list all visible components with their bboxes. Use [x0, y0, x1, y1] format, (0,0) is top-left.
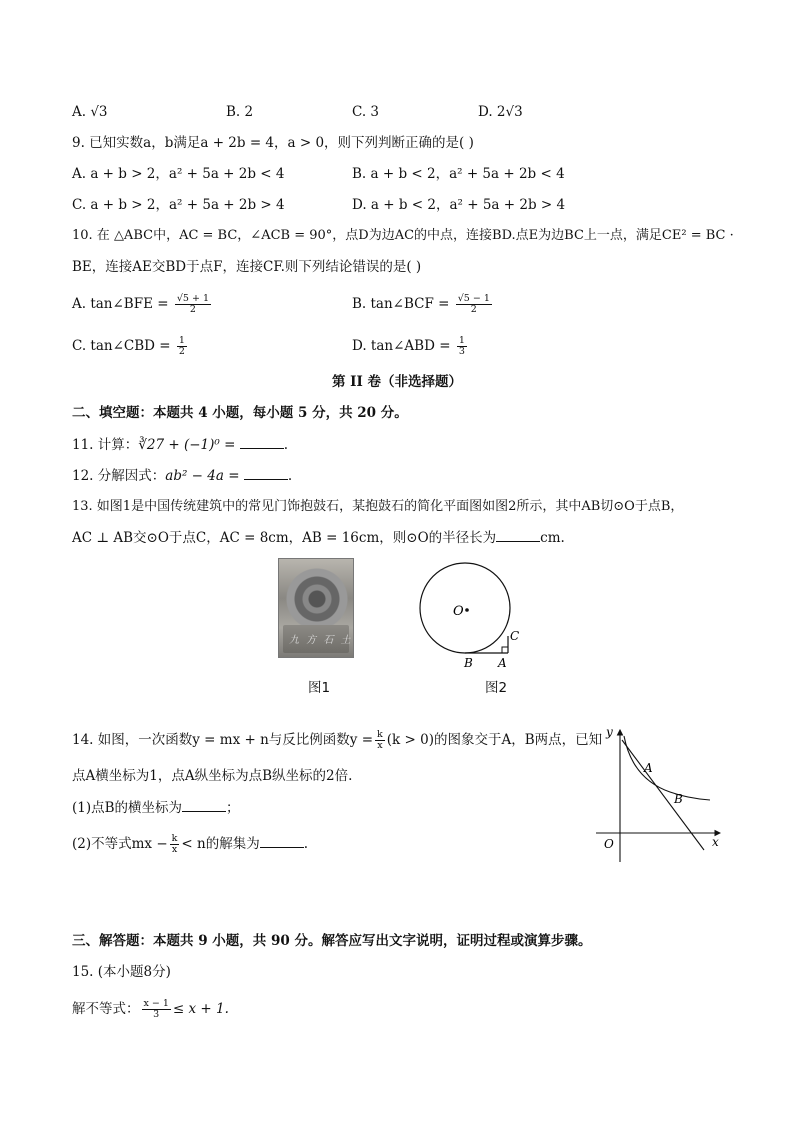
- q13-answer-blank[interactable]: [496, 529, 540, 542]
- q10-option-c-label: C. tan∠CBD =: [72, 338, 171, 354]
- graph-label-a: A: [644, 761, 653, 775]
- q12-answer-blank[interactable]: [244, 467, 288, 480]
- q10-option-a-label: A. tan∠BFE =: [72, 296, 169, 312]
- section2-header: 二、填空题：本题共 4 小题，每小题 5 分，共 20 分。: [72, 405, 408, 421]
- q13-line2: [72, 529, 565, 547]
- circle-o: [420, 563, 510, 653]
- function-graph: [592, 722, 728, 868]
- graph-label-b: B: [674, 792, 683, 806]
- drum-stone-carving: 九 方 石 土: [289, 635, 353, 646]
- circle-tangent-diagram: [410, 558, 530, 673]
- q10-stem-line1: 10. 在 △ABC中，AC = BC，∠ACB = 90°，点D为边AC的中点，连接BD.点E为边BC上一点，满足CE² = BC ·: [72, 228, 734, 243]
- q13-unit: cm.: [540, 530, 565, 546]
- q8-option-a: A. √3: [72, 104, 108, 120]
- q14-part1: [72, 799, 240, 817]
- graph-label-y: y: [606, 725, 613, 739]
- q12-expression: ab² − 4a =: [165, 468, 240, 484]
- label-a: A: [498, 656, 507, 670]
- q10-option-d-label: D. tan∠ABD =: [352, 338, 451, 354]
- q15-suffix: ≤ x + 1.: [172, 1001, 229, 1017]
- q10-option-a-fraction: $\frac{√5 + 1}{2}$: [176, 293, 210, 315]
- q10-option-a: [72, 294, 213, 315]
- q14-line1-start: 14. 如图，一次函数y = mx + n与反比例函数y =: [72, 732, 374, 748]
- q15-title: 15. (本小题8分): [72, 964, 171, 980]
- q13-line2-text: AC ⊥ AB交⊙O于点C，AC = 8cm，AB = 16cm，则⊙O的半径长为: [72, 530, 497, 546]
- q14-part2-middle: < n的解集为: [181, 836, 260, 852]
- q9-option-c: C. a + b > 2，a² + 5a + 2b > 4: [72, 197, 285, 213]
- q12-prefix: 12. 分解因式：: [72, 468, 166, 484]
- q11-prefix: 11. 计算：: [72, 437, 139, 453]
- label-o: O: [453, 604, 464, 619]
- q14-part1-text: (1)点B的横坐标为: [72, 800, 183, 816]
- q14-part2-fraction: $\frac{k}{x}$: [171, 833, 178, 855]
- q14-line1: [72, 730, 602, 751]
- q11-answer-blank[interactable]: [240, 436, 284, 449]
- q14-line2: 点A横坐标为1，点A纵坐标为点B纵坐标的2倍.: [72, 768, 353, 784]
- q10-stem-line2: BE，连接AE交BD于点F，连接CF.则下列结论错误的是( ): [72, 259, 422, 275]
- q10-option-d: [352, 336, 469, 357]
- q14-part1-blank[interactable]: [182, 799, 226, 812]
- graph-label-o: O: [604, 837, 614, 851]
- q13-line1: 13. 如图1是中国传统建筑中的常见门饰抱鼓石，某抱鼓石的简化平面图如图2所示，其中AB切⊙O于点B，: [72, 499, 684, 514]
- drum-stone-photo: [278, 558, 354, 658]
- q10-option-b-fraction: $\frac{√5 - 1}{2}$: [457, 293, 490, 315]
- q8-option-d: D. 2√3: [478, 104, 523, 120]
- graph-label-x: x: [712, 835, 719, 849]
- q9-stem: 9. 已知实数a，b满足a + 2b = 4，a > 0，则下列判断正确的是( ): [72, 135, 474, 151]
- q14-line1-fraction: $\frac{k}{x}$: [377, 729, 383, 751]
- figure2-caption: 图2: [485, 680, 508, 696]
- q9-option-a: A. a + b > 2，a² + 5a + 2b < 4: [72, 166, 285, 182]
- label-b: B: [464, 656, 473, 670]
- q10-option-b-label: B. tan∠BCF =: [352, 296, 450, 312]
- q10-option-b: [352, 294, 494, 315]
- q9-option-d: D. a + b < 2，a² + 5a + 2b > 4: [352, 197, 566, 213]
- q12: [72, 467, 292, 485]
- q14-part1-end: ；: [226, 800, 240, 816]
- q8-option-b: B. 2: [226, 104, 254, 120]
- center-point-o: [465, 608, 469, 612]
- q15-fraction: $\frac{x - 1}{3}$: [143, 998, 169, 1020]
- right-angle-mark: [502, 647, 508, 653]
- q14-part2-start: (2)不等式mx −: [72, 836, 168, 852]
- q11: [72, 436, 288, 454]
- q15-prefix: 解不等式：: [72, 1001, 140, 1017]
- part2-title: 第 II 卷（非选择题）: [331, 374, 463, 390]
- q10-option-d-fraction: $\frac{1}{3}$: [458, 335, 465, 357]
- q12-suffix: .: [287, 468, 293, 484]
- q8-option-c: C. 3: [352, 104, 380, 120]
- q10-option-c: [72, 336, 189, 357]
- q11-suffix: .: [283, 437, 288, 453]
- section3-header: 三、解答题：本题共 9 小题，共 90 分。解答应写出文字说明，证明过程或演算步骤。: [72, 933, 592, 949]
- q14-part2-blank[interactable]: [260, 835, 304, 848]
- hyperbola-curve: [624, 736, 710, 800]
- q14-line1-end: (k > 0)的图象交于A，B两点，已知: [386, 732, 603, 748]
- figure1-caption: 图1: [308, 680, 331, 696]
- q11-expression: ∛27 + (−1)⁰ =: [138, 437, 236, 453]
- q15-body: [72, 999, 229, 1020]
- q10-option-c-fraction: $\frac{1}{2}$: [178, 335, 185, 357]
- q9-option-b: B. a + b < 2，a² + 5a + 2b < 4: [352, 166, 565, 182]
- label-c: C: [510, 629, 520, 643]
- q14-part2-end: .: [303, 836, 309, 852]
- q14-part2: [72, 834, 308, 855]
